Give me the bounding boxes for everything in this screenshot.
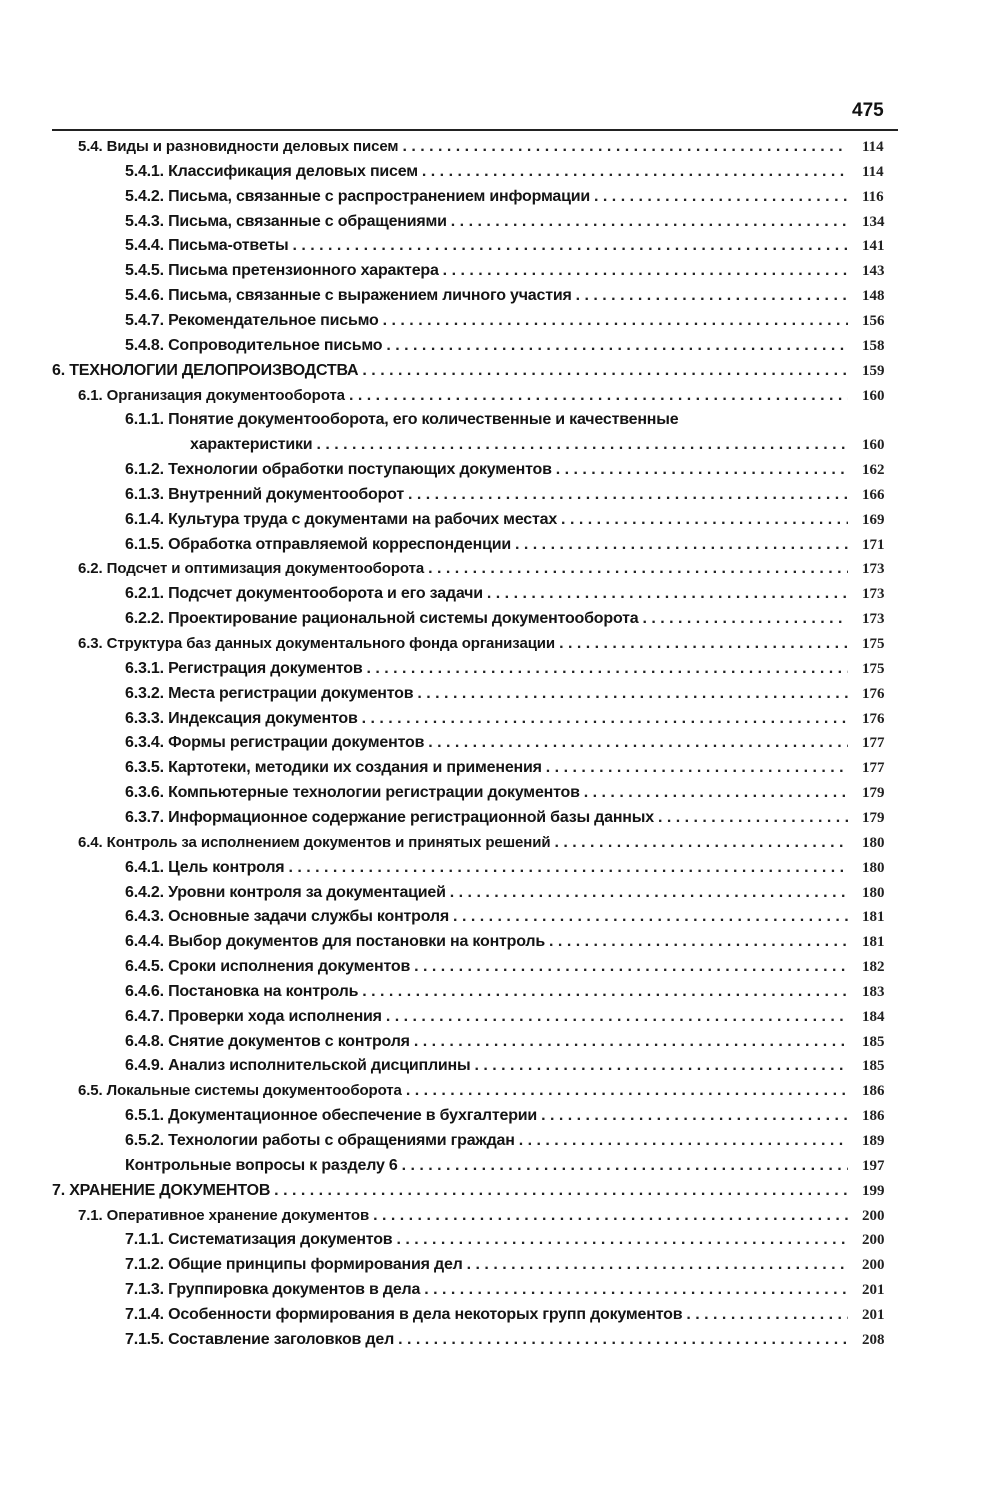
leader-dots (450, 883, 848, 903)
leader-dots (422, 162, 848, 182)
leader-dots (594, 187, 848, 207)
leader-dots (554, 833, 848, 853)
toc-entry-text: 5.4.7. Рекомендательное письмо (125, 311, 379, 329)
toc-entry-text: 7.1.2. Общие принципы формирования дел (125, 1256, 463, 1274)
toc-page-number: 177 (862, 735, 885, 752)
toc-page-number: 176 (862, 710, 885, 727)
toc-page-number: 134 (862, 213, 885, 230)
toc-page-number: 201 (862, 1306, 885, 1323)
leader-dots (428, 559, 848, 579)
toc-entry-text: 6.3.6. Компьютерные технологии регистрации документов (125, 784, 580, 802)
toc-entry-text: Контрольные вопросы к разделу 6 (125, 1156, 398, 1174)
leader-dots (443, 261, 848, 281)
leader-dots (658, 808, 848, 828)
toc-entry-text: 7.1.5. Составление заголовков дел (125, 1330, 395, 1348)
toc-entry-text: 7.1.4. Особенности формирования в дела некоторых групп документов (125, 1305, 683, 1323)
toc-page-number: 141 (862, 238, 885, 255)
toc-page-number: 158 (862, 337, 885, 354)
toc-entry-text: 7.1. Оперативное хранение документов (78, 1206, 370, 1224)
toc-page-number: 185 (862, 1033, 885, 1050)
toc-entry-text: 6.3.2. Места регистрации документов (125, 684, 414, 702)
leader-dots (453, 907, 848, 927)
toc-page-number: 197 (862, 1157, 885, 1174)
toc-entry-text: 6.4.7. Проверки хода исполнения (125, 1007, 382, 1025)
toc-entry-text: 6.1.5. Обработка отправляемой корреспонденции (125, 535, 511, 553)
toc-entry-text: 6.2. Подсчет и оптимизация документооборота (78, 560, 425, 578)
toc-page-number: 160 (862, 437, 885, 454)
toc-page-number: 175 (862, 660, 885, 677)
toc-page-number: 186 (862, 1108, 885, 1125)
toc-page-number: 159 (862, 362, 885, 379)
toc-page-number: 173 (862, 586, 885, 603)
toc-entry-text: 6.3.1. Регистрация документов (125, 659, 363, 677)
toc-entry-text: 6.2.2. Проектирование рациональной системы документооборота (125, 610, 639, 628)
leader-dots (406, 1081, 848, 1101)
toc-page-number: 177 (862, 760, 885, 777)
leader-dots (451, 212, 848, 232)
toc-page-number: 169 (862, 511, 885, 528)
toc-entry-text: 6.5. Локальные системы документооборота (78, 1082, 402, 1100)
leader-dots (414, 957, 848, 977)
toc-entry-text: 6.4. Контроль за исполнением документов и принятых решений (78, 833, 551, 851)
toc-page-number: 181 (862, 909, 885, 926)
toc-page-number: 176 (862, 685, 885, 702)
leader-dots (561, 510, 848, 530)
toc-page-number: 160 (862, 387, 885, 404)
leader-dots (274, 1181, 848, 1201)
leader-dots (584, 783, 848, 803)
toc-entry-text: 6.3.4. Формы регистрации документов (125, 734, 425, 752)
leader-dots (402, 137, 848, 157)
toc-entry-text: 6.3.7. Информационное содержание регистрационной базы данных (125, 808, 654, 826)
leader-dots (467, 1255, 848, 1275)
toc-page-number: 180 (862, 834, 885, 851)
toc-page-number: 200 (862, 1207, 885, 1224)
leader-dots (424, 1280, 848, 1300)
toc-page-number: 181 (862, 934, 885, 951)
page-number: 475 (852, 100, 884, 121)
leader-dots (386, 336, 848, 356)
toc-entry-text: 5.4.3. Письма, связанные с обращениями (125, 212, 447, 230)
leader-dots (642, 609, 848, 629)
leader-dots (428, 733, 848, 753)
toc-page-number: 179 (862, 809, 885, 826)
toc-page-number: 185 (862, 1058, 885, 1075)
toc-page-number: 180 (862, 884, 885, 901)
leader-dots (366, 659, 848, 679)
toc-page-number: 114 (862, 163, 884, 180)
toc-page-number: 173 (862, 611, 885, 628)
leader-dots (686, 1305, 848, 1325)
toc-page-number: 171 (862, 536, 885, 553)
toc-page-number: 114 (862, 139, 884, 155)
toc-page-number: 180 (862, 859, 885, 876)
toc-page-number: 182 (862, 959, 885, 976)
toc-entry-text: 5.4.4. Письма-ответы (125, 237, 289, 255)
toc-entry-text: 6.4.9. Анализ исполнительской дисциплины (125, 1057, 471, 1075)
leader-dots (559, 634, 848, 654)
toc-entry-text: 6.1.1. Понятие документооборота, его количественные и качественные (125, 411, 679, 429)
leader-dots (383, 311, 848, 331)
leader-dots (373, 1206, 848, 1226)
toc-page-number: 175 (862, 636, 885, 652)
toc-entry-text: 5.4.5. Письма претензионного характера (125, 262, 439, 280)
toc-entry-text: 6.4.6. Постановка на контроль (125, 982, 359, 1000)
toc-page-number: 200 (862, 1257, 885, 1274)
leader-dots (556, 460, 848, 480)
leader-dots (362, 982, 848, 1002)
toc-entry-text: 6.1.4. Культура труда с документами на рабочих местах (125, 510, 558, 528)
toc-entry-text: 6.4.1. Цель контроля (125, 858, 285, 876)
header-rule (52, 129, 898, 131)
toc-entry-text: 6.3. Структура баз данных документального фонда организации (78, 635, 556, 652)
toc-page-number: 186 (862, 1083, 885, 1100)
toc-page-number: 162 (862, 462, 885, 479)
toc-page-number: 189 (862, 1133, 885, 1149)
toc-entry-text: 6.1.3. Внутренний документооборот (125, 485, 404, 503)
leader-dots (362, 361, 848, 381)
toc-page-number: 156 (862, 312, 885, 329)
toc-entry-text: 6.4.3. Основные задачи службы контроля (125, 908, 450, 926)
leader-dots (288, 858, 848, 878)
leader-dots (546, 758, 848, 778)
toc-page-number: 179 (862, 785, 885, 802)
toc-page-number: 184 (862, 1008, 885, 1025)
toc-entry-continuation: характеристики (190, 436, 313, 454)
leader-dots (541, 1106, 848, 1126)
toc-entry-text: 5.4. Виды и разновидности деловых писем (78, 138, 399, 155)
leader-dots (474, 1056, 848, 1076)
leader-dots (316, 435, 848, 455)
toc-page-number: 199 (862, 1182, 885, 1199)
toc-entry-text: 5.4.8. Сопроводительное письмо (125, 336, 383, 354)
toc-entry-text: 7.1.1. Систематизация документов (125, 1231, 393, 1249)
leader-dots (414, 1032, 848, 1052)
leader-dots (402, 1156, 848, 1176)
toc-entry-text: 6.5.1. Документационное обеспечение в бухгалтерии (125, 1107, 538, 1125)
toc-entry-text: 6. ТЕХНОЛОГИИ ДЕЛОПРОИЗВОДСТВА (52, 361, 359, 379)
toc-page-number: 201 (862, 1282, 885, 1299)
leader-dots (349, 386, 848, 406)
toc-entry-text: 6.2.1. Подсчет документооборота и его задачи (125, 585, 483, 603)
toc-entry-text: 6.1. Организация документооборота (78, 386, 345, 404)
toc-entry-text: 6.4.5. Сроки исполнения документов (125, 958, 411, 976)
toc-entry-text: 7.1.3. Группировка документов в дела (125, 1281, 421, 1299)
toc-entry-text: 6.3.5. Картотеки, методики их создания и применения (125, 759, 542, 777)
toc-entry-text: 6.3.3. Индексация документов (125, 709, 358, 727)
toc-entry-text: 5.4.6. Письма, связанные с выражением личного участия (125, 287, 572, 305)
toc-entry-text: 5.4.2. Письма, связанные с распространением информации (125, 187, 591, 205)
toc-page-number: 116 (862, 188, 884, 205)
toc-entry-text: 6.4.4. Выбор документов для постановки на контроль (125, 933, 546, 951)
leader-dots (576, 286, 848, 306)
toc-page-number: 200 (862, 1232, 885, 1249)
leader-dots (549, 932, 848, 952)
toc-page-number: 173 (862, 561, 885, 578)
leader-dots (398, 1330, 848, 1350)
leader-dots (396, 1230, 848, 1250)
toc-entry-text: 6.5.2. Технологии работы с обращениями граждан (125, 1132, 515, 1149)
leader-dots (519, 1131, 848, 1151)
toc-entry-text: 6.4.2. Уровни контроля за документацией (125, 883, 446, 901)
leader-dots (515, 535, 848, 555)
leader-dots (292, 236, 848, 256)
toc-page-number: 166 (862, 486, 885, 503)
leader-dots (408, 485, 848, 505)
toc-entry-text: 6.1.2. Технологии обработки поступающих документов (125, 461, 552, 479)
toc-page-number: 183 (862, 983, 885, 1000)
toc-entry-text: 5.4.1. Классификация деловых писем (125, 162, 418, 180)
toc-entry-text: 7. ХРАНЕНИЕ ДОКУМЕНТОВ (52, 1181, 271, 1199)
leader-dots (417, 684, 848, 704)
toc-page-number: 208 (862, 1331, 885, 1348)
toc-entry-text: 6.4.8. Снятие документов с контроля (125, 1032, 410, 1050)
leader-dots (487, 584, 848, 604)
toc-page-number: 148 (862, 288, 885, 305)
leader-dots (386, 1007, 848, 1027)
leader-dots (362, 709, 848, 729)
toc-page-number: 143 (862, 263, 885, 280)
